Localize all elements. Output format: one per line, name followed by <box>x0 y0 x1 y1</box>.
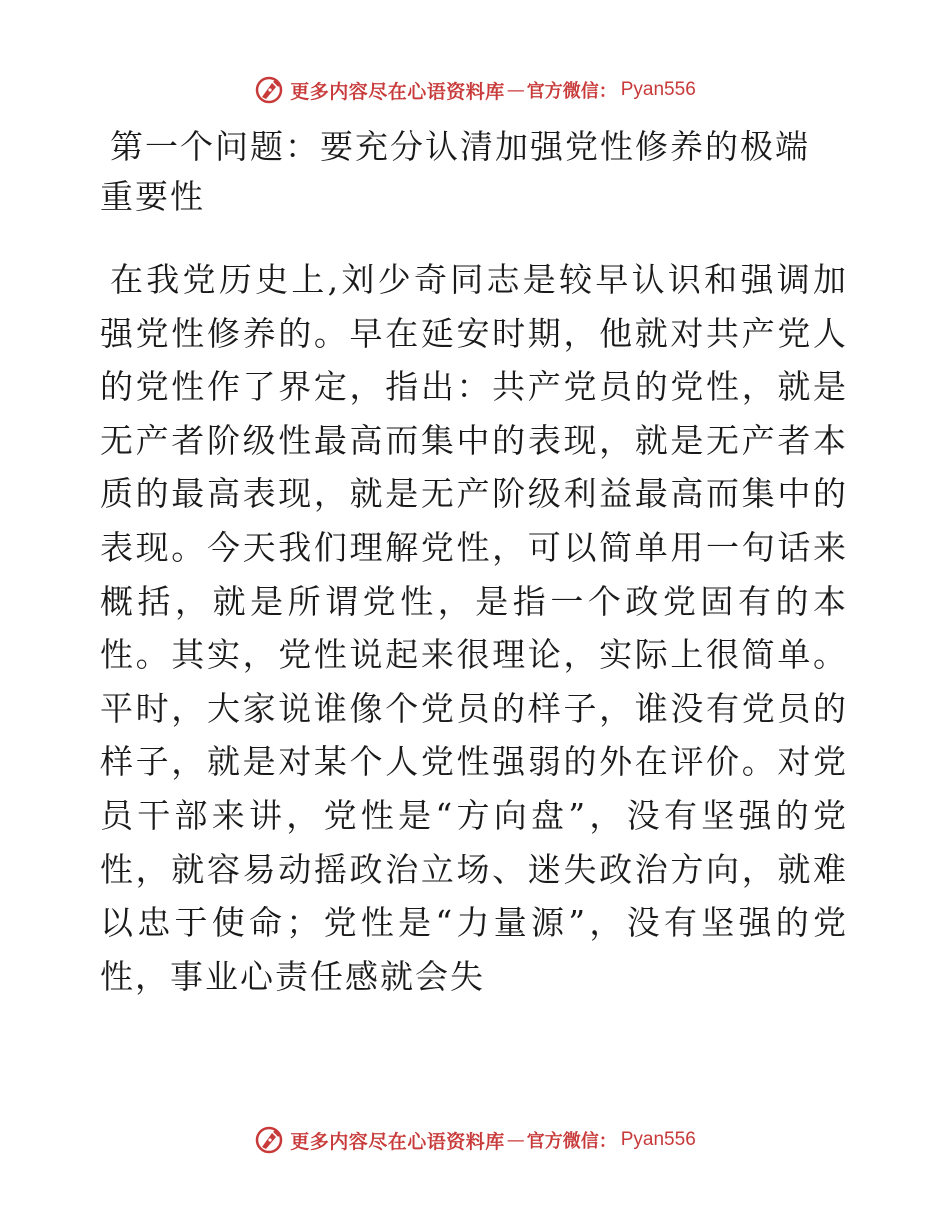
watermark-site-text: 更多内容尽在心语资料库 <box>290 80 505 103</box>
watermark-official-label: 官方微信： <box>526 1131 617 1152</box>
watermark-account-id: Pyan556 <box>620 1129 696 1150</box>
watermark-account-id: Pyan556 <box>620 79 696 100</box>
watermark-site-text: 更多内容尽在心语资料库 <box>290 1130 505 1153</box>
watermark-dash: — <box>506 79 525 101</box>
watermark-dash: — <box>506 1129 525 1151</box>
document-heading: 第一个问题：要充分认清加强党性修养的极端重要性 <box>100 127 810 216</box>
document-paragraph: 在我党历史上,刘少奇同志是较早认识和强调加强党性修养的。早在延安时期，他就对共产党人的党性作了界定，指出：共产党员的党性，就是无产者阶级性最高而集中的表现，就是无产者本质的最高表现，就是无产阶级利益最高而集中的表现。今天我们理解党性，可以简单用一句话来概括，就是所谓党性，是指一个政党固有的本性。其实，党性说起来很理论，实际上很简单。平时，大家说谁像个党员的样子，谁没有党员的样子，就是对某个人党性强弱的外在评价。对党员干部来讲，党性是“方向盘”，没有坚强的党性，就容易动摇政治立场、迷失政治方向，就难以忠于使命；党性是“力量源”，没有坚强的党性，事业心责任感就会失 <box>100 260 848 996</box>
header-watermark <box>0 70 950 110</box>
watermark-official-label: 官方微信： <box>526 81 617 102</box>
pen-nib-logo-icon <box>254 1125 284 1155</box>
footer-watermark <box>0 1120 950 1160</box>
pen-nib-logo-icon <box>254 75 284 105</box>
